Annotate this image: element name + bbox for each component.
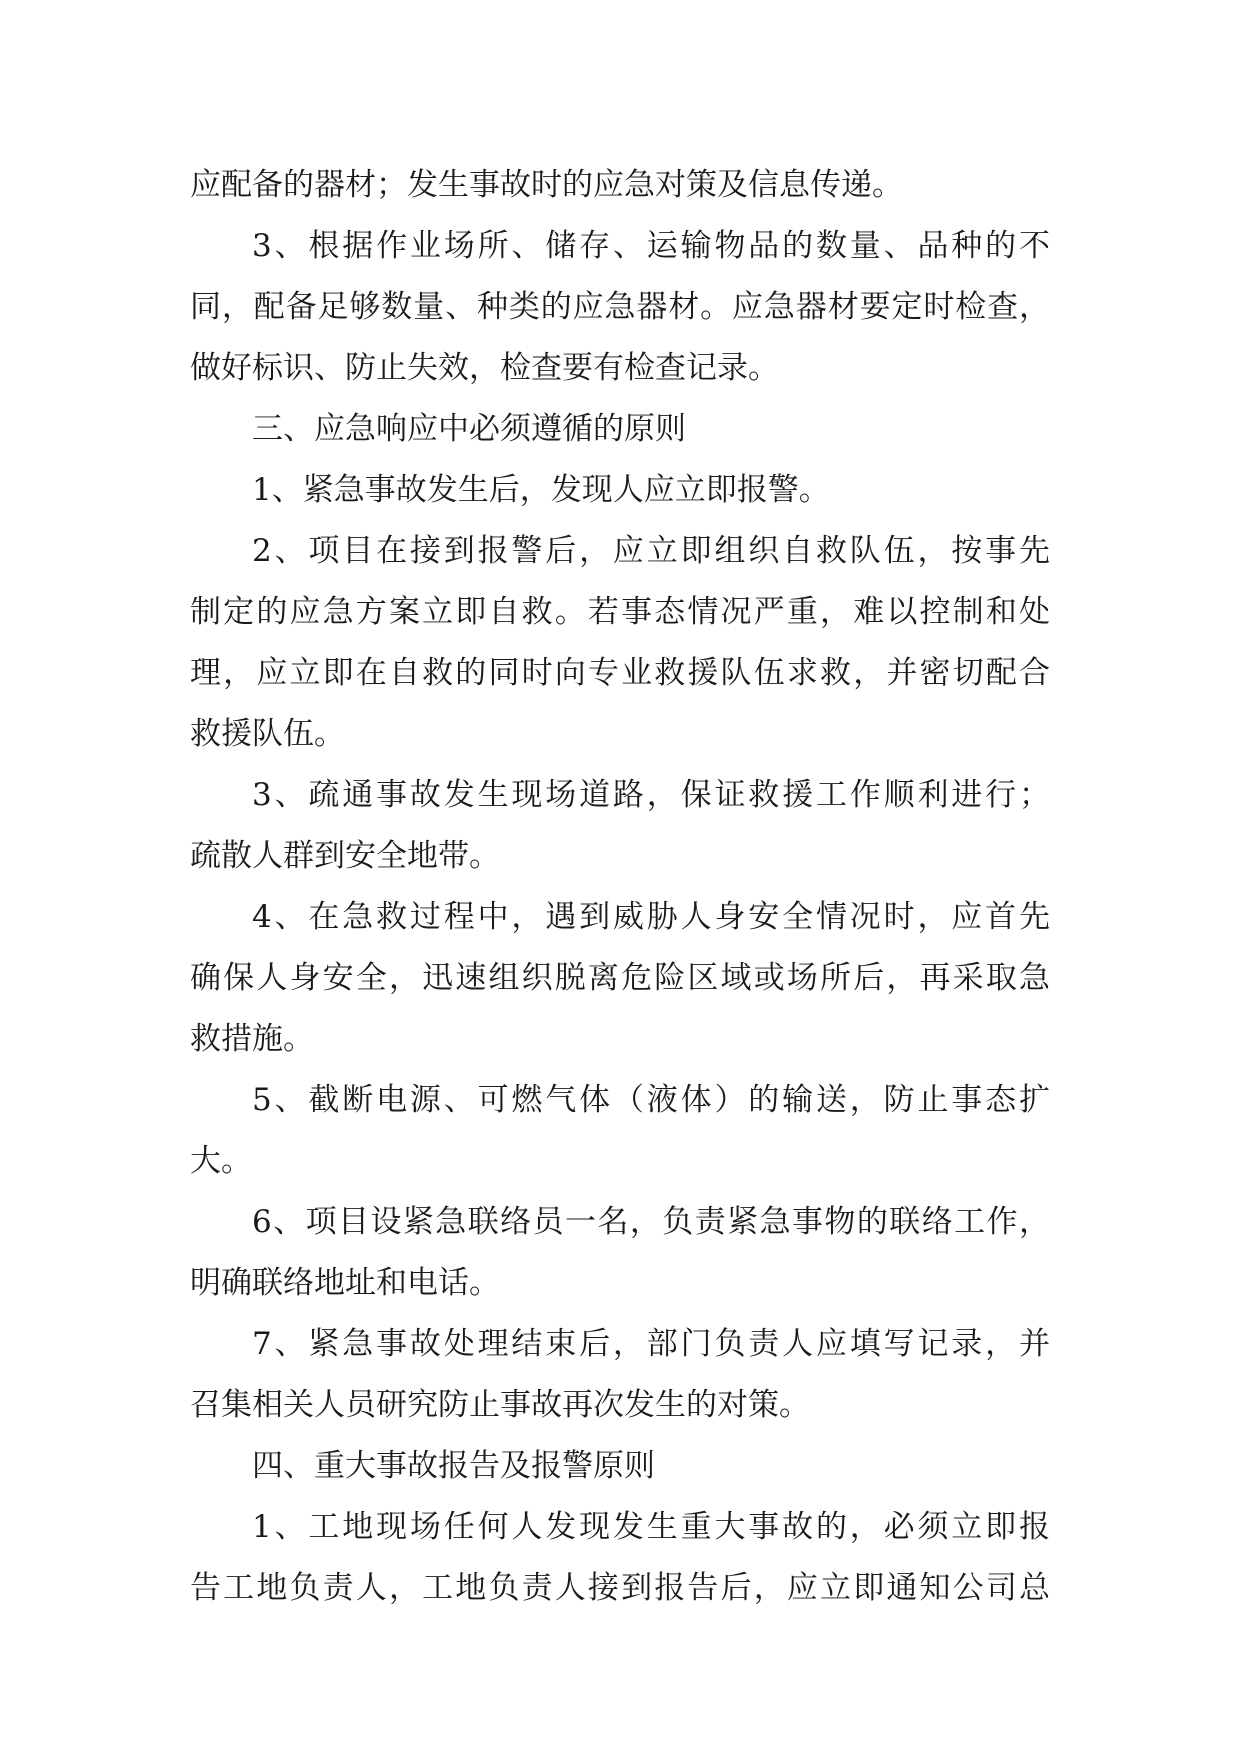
text-line: 7、紧急事故处理结束后，部门负责人应填写记录，并 <box>252 1326 1050 1362</box>
text-line: 救援队伍。 <box>190 716 345 752</box>
section-heading: 四、重大事故报告及报警原则 <box>252 1448 655 1484</box>
text-line: 2、项目在接到报警后，应立即组织自救队伍，按事先 <box>252 533 1050 569</box>
text-line: 大。 <box>190 1143 252 1179</box>
text-line: 召集相关人员研究防止事故再次发生的对策。 <box>190 1387 810 1423</box>
text-line: 告工地负责人，工地负责人接到报告后，应立即通知公司总 <box>190 1570 1050 1606</box>
text-line: 救措施。 <box>190 1021 314 1057</box>
text-line: 做好标识、防止失效，检查要有检查记录。 <box>190 350 779 386</box>
text-line: 1、工地现场任何人发现发生重大事故的，必须立即报 <box>252 1509 1050 1545</box>
document-body <box>190 155 1050 1619</box>
section-heading: 三、应急响应中必须遵循的原则 <box>252 411 686 447</box>
text-line: 应配备的器材；发生事故时的应急对策及信息传递。 <box>190 167 903 203</box>
text-line: 确保人身安全，迅速组织脱离危险区域或场所后，再采取急 <box>190 960 1050 996</box>
text-line: 理，应立即在自救的同时向专业救援队伍求救，并密切配合 <box>190 655 1050 691</box>
text-line: 3、根据作业场所、储存、运输物品的数量、品种的不 <box>252 228 1050 264</box>
text-line: 明确联络地址和电话。 <box>190 1265 500 1301</box>
text-line: 5、截断电源、可燃气体（液体）的输送，防止事态扩 <box>252 1082 1050 1118</box>
text-line: 1、紧急事故发生后，发现人应立即报警。 <box>252 472 830 508</box>
text-line: 疏散人群到安全地带。 <box>190 838 500 874</box>
text-line: 同，配备足够数量、种类的应急器材。应急器材要定时检查， <box>190 289 1050 325</box>
text-line: 制定的应急方案立即自救。若事态情况严重，难以控制和处 <box>190 594 1050 630</box>
text-line: 4、在急救过程中，遇到威胁人身安全情况时，应首先 <box>252 899 1050 935</box>
text-line: 3、疏通事故发生现场道路，保证救援工作顺利进行； <box>252 777 1050 813</box>
text-line: 6、项目设紧急联络员一名，负责紧急事物的联络工作， <box>252 1204 1050 1240</box>
